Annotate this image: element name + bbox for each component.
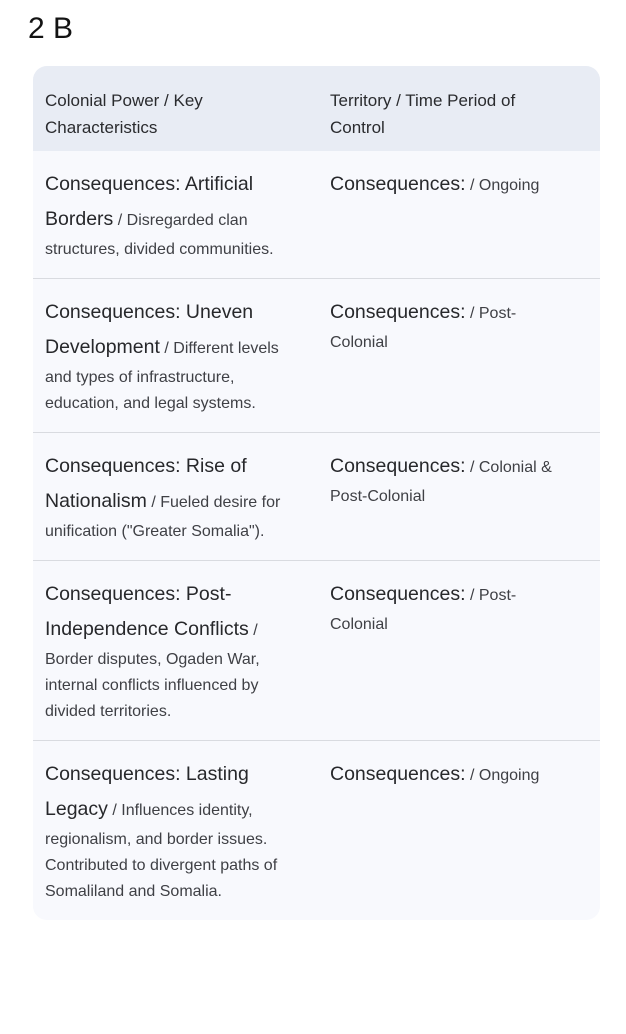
page-title: 2 B <box>28 12 74 45</box>
cell-emphasis: Consequences: Artificial Borders <box>45 173 254 230</box>
table-row <box>33 740 600 920</box>
cell-emphasis: Consequences: <box>330 763 466 785</box>
table-row <box>33 560 600 740</box>
detail-text: Colonial & Post-Colonial <box>330 459 552 505</box>
table-row <box>33 151 600 278</box>
cell-time-period <box>318 433 600 560</box>
separator: / <box>112 802 117 819</box>
cell-emphasis: Consequences: Lasting Legacy <box>45 763 249 820</box>
cell-emphasis: Consequences: <box>330 301 466 323</box>
cell-time-period <box>318 561 600 740</box>
table-row <box>33 432 600 560</box>
table-row <box>33 278 600 432</box>
table-header-row <box>33 66 600 151</box>
detail-text: Different levels and types of infrastructure, education, and legal systems. <box>45 340 279 412</box>
cell-time-period <box>318 741 600 920</box>
cell-emphasis: Consequences: <box>330 173 466 195</box>
cell-key-characteristics <box>33 433 318 560</box>
cell-emphasis: Consequences: Post-Independence Conflicts <box>45 583 249 640</box>
separator: / <box>469 767 475 784</box>
detail-text: Influences identity, regionalism, and border issues. Contributed to divergent paths of Somaliland and Somalia. <box>45 802 278 900</box>
separator: / <box>469 459 475 476</box>
detail-text: Fueled desire for unification ("Greater Somalia"). <box>45 494 281 540</box>
separator: / <box>117 212 123 229</box>
separator: / <box>469 305 475 322</box>
detail-text: Border disputes, Ogaden War, internal conflicts influenced by divided territories. <box>45 651 260 720</box>
consequences-table <box>33 66 600 920</box>
cell-emphasis: Consequences: Uneven Development <box>45 301 254 358</box>
cell-key-characteristics <box>33 151 318 278</box>
cell-emphasis: Consequences: <box>330 583 466 605</box>
cell-emphasis: Consequences: Rise of Nationalism <box>45 455 247 512</box>
detail-text: Post-Colonial <box>330 305 517 351</box>
detail-text: Ongoing <box>478 177 540 194</box>
detail-text: Ongoing <box>478 767 540 784</box>
column-header-territory: Territory / Time Period of Control <box>330 91 516 137</box>
cell-time-period <box>318 151 600 278</box>
separator: / <box>469 177 475 194</box>
detail-text: Disregarded clan structures, divided communities. <box>45 212 274 258</box>
cell-key-characteristics <box>33 279 318 432</box>
detail-text: Post-Colonial <box>330 587 517 633</box>
separator: / <box>151 494 156 511</box>
separator: / <box>469 587 475 604</box>
cell-detail <box>470 767 539 784</box>
column-header-colonial-power: Colonial Power / Key Characteristics <box>45 91 203 137</box>
cell-detail <box>470 177 539 194</box>
separator: / <box>164 340 169 357</box>
page <box>0 10 626 1034</box>
cell-time-period <box>318 279 600 432</box>
cell-key-characteristics <box>33 561 318 740</box>
cell-key-characteristics <box>33 741 318 920</box>
separator: / <box>253 622 258 639</box>
cell-emphasis: Consequences: <box>330 455 466 477</box>
